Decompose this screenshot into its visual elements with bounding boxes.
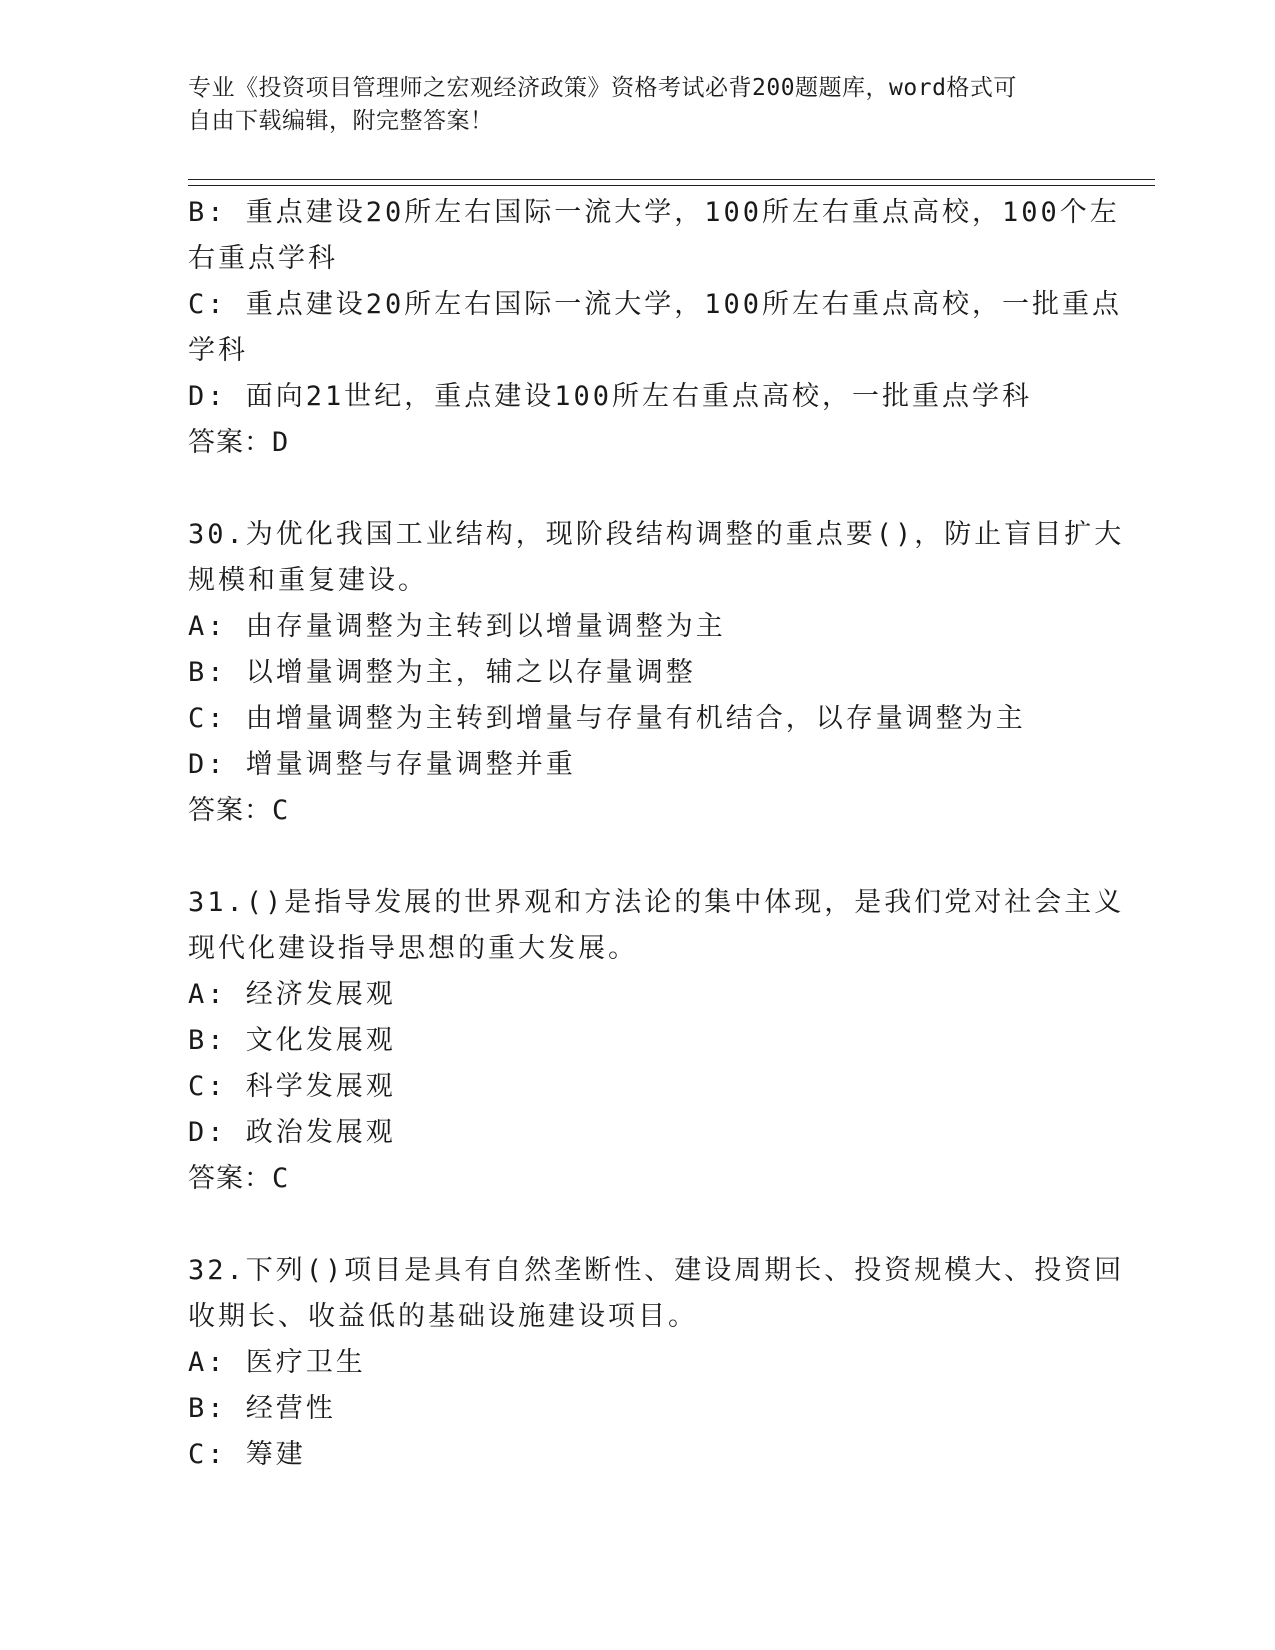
question-32-option-c: C: 筹建 — [188, 1439, 306, 1470]
header-divider-bottom — [188, 185, 1155, 186]
question-spacer — [188, 1202, 1088, 1248]
question-29 — [188, 190, 1123, 466]
question-31-option-a: A: 经济发展观 — [188, 979, 396, 1010]
question-32-option-b: B: 经营性 — [188, 1393, 336, 1424]
question-spacer — [188, 834, 1088, 880]
document-header — [188, 72, 1068, 138]
question-29-option-c-line-1: C: 重点建设20所左右国际一流大学，100所左右重点高校，一批重点 — [188, 289, 1123, 320]
header-line-1: 专业《投资项目管理师之宏观经济政策》资格考试必背200题题库，word格式可 — [188, 75, 1017, 101]
question-30-option-c: C: 由增量调整为主转到增量与存量有机结合，以存量调整为主 — [188, 703, 1026, 734]
question-30-option-a: A: 由存量调整为主转到以增量调整为主 — [188, 611, 726, 642]
question-32 — [188, 1248, 1125, 1478]
question-30-answer: 答案：C — [188, 795, 290, 826]
question-30-option-d: D: 增量调整与存量调整并重 — [188, 749, 576, 780]
header-divider-top — [188, 179, 1155, 180]
question-spacer — [188, 466, 1088, 512]
question-29-option-b-line-2: 右重点学科 — [188, 243, 338, 274]
question-32-stem-line-2: 收期长、收益低的基础设施建设项目。 — [188, 1301, 698, 1332]
header-line-2: 自由下载编辑，附完整答案！ — [188, 108, 494, 134]
question-30-stem-line-1: 30.为优化我国工业结构，现阶段结构调整的重点要()，防止盲目扩大 — [188, 519, 1125, 550]
question-30-stem-line-2: 规模和重复建设。 — [188, 565, 428, 596]
question-31-answer: 答案：C — [188, 1163, 290, 1194]
question-29-option-c-line-2: 学科 — [188, 335, 248, 366]
question-31-stem-line-2: 现代化建设指导思想的重大发展。 — [188, 933, 638, 964]
question-30-option-b: B: 以增量调整为主，辅之以存量调整 — [188, 657, 696, 688]
question-29-answer: 答案：D — [188, 427, 290, 458]
question-list — [188, 190, 1125, 1478]
question-31-stem-line-1: 31.()是指导发展的世界观和方法论的集中体现，是我们党对社会主义 — [188, 887, 1125, 918]
question-32-stem-line-1: 32.下列()项目是具有自然垄断性、建设周期长、投资规模大、投资回 — [188, 1255, 1125, 1286]
question-29-option-d: D: 面向21世纪，重点建设100所左右重点高校，一批重点学科 — [188, 381, 1033, 412]
question-32-option-a: A: 医疗卫生 — [188, 1347, 366, 1378]
question-29-option-b-line-1: B: 重点建设20所左右国际一流大学，100所左右重点高校，100个左 — [188, 197, 1120, 228]
question-31-option-c: C: 科学发展观 — [188, 1071, 396, 1102]
question-31 — [188, 880, 1125, 1202]
question-31-option-d: D: 政治发展观 — [188, 1117, 396, 1148]
question-30 — [188, 512, 1125, 834]
question-31-option-b: B: 文化发展观 — [188, 1025, 396, 1056]
